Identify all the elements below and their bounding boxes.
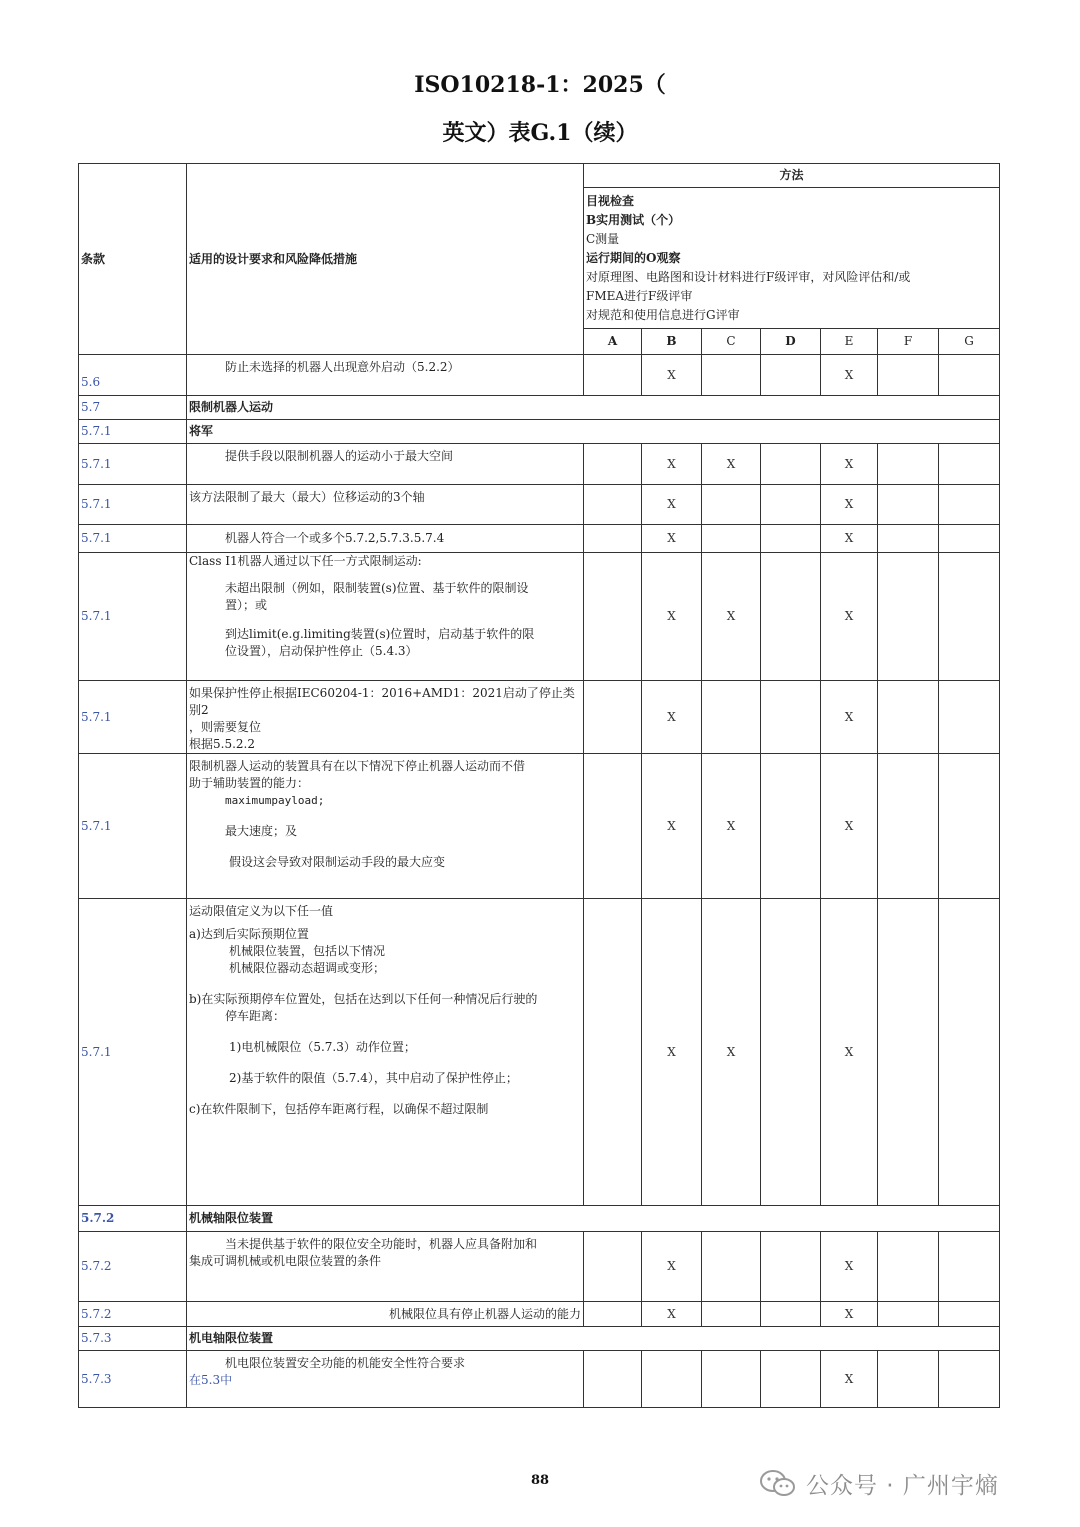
table-row	[79, 553, 1000, 681]
mark-cell	[939, 1351, 1000, 1408]
row-requirement: 提供手段以限制机器人的运动小于最大空间	[187, 444, 584, 485]
mark-cell	[584, 1232, 642, 1302]
mark-cell	[702, 1302, 761, 1327]
mark-cell: X	[821, 485, 878, 525]
row-clause: 5.7.2	[79, 1232, 187, 1302]
mark-cell	[584, 681, 642, 754]
mark-cell: X	[821, 553, 878, 681]
mark-cell: X	[642, 355, 702, 396]
mark-cell	[939, 525, 1000, 553]
mark-cell	[939, 1302, 1000, 1327]
row-clause: 5.7.1	[79, 899, 187, 1206]
row-clause: 5.7.1	[79, 420, 187, 444]
watermark	[758, 1465, 999, 1501]
header-clause: 条款	[79, 164, 187, 355]
document-title-line-2: 英文）表G.1（续）	[442, 120, 638, 146]
mark-cell: X	[702, 754, 761, 899]
mark-cell	[939, 485, 1000, 525]
method-b-label: B实用测试（个）	[586, 213, 681, 227]
row-clause: 5.7.3	[79, 1327, 187, 1351]
row-clause: 5.7.1	[79, 681, 187, 754]
table-row	[79, 754, 1000, 899]
row-requirement: 限制机器人运动的装置具有在以下情况下停止机器人运动而不借 助于辅助装置的能力： maximumpayload; 最大速度；及 假设这会导致对限制运动手段的最大应变	[187, 754, 584, 899]
table-row	[79, 899, 1000, 1206]
method-f-label-2: FMEA进行F级评审	[586, 289, 693, 303]
mark-cell	[584, 553, 642, 681]
wechat-icon	[758, 1468, 798, 1498]
table-row	[79, 1327, 1000, 1351]
table-row	[79, 1351, 1000, 1408]
row-requirement: 机械限位具有停止机器人运动的能力	[187, 1302, 584, 1327]
mark-cell	[702, 355, 761, 396]
table-row	[79, 396, 1000, 420]
mark-cell: X	[821, 525, 878, 553]
mark-cell: X	[642, 485, 702, 525]
header-requirement: 适用的设计要求和风险降低措施	[187, 164, 584, 355]
validation-table	[78, 163, 1000, 1408]
row-clause: 5.7.3	[79, 1351, 187, 1408]
mark-cell: X	[821, 355, 878, 396]
row-clause: 5.7.1	[79, 754, 187, 899]
letter-d: D	[761, 329, 821, 355]
watermark-text: 公众号 · 广州宇熵	[806, 1472, 999, 1499]
letter-g: G	[939, 329, 1000, 355]
mark-cell	[939, 1232, 1000, 1302]
method-c-label: C测量	[586, 232, 620, 246]
mark-cell	[761, 485, 821, 525]
section-heading: 机电轴限位装置	[187, 1327, 1000, 1351]
table-row	[79, 1232, 1000, 1302]
row-requirement: 当未提供基于软件的限位安全功能时，机器人应具备附加和 集成可调机械或机电限位装置的条件	[187, 1232, 584, 1302]
mark-cell: X	[642, 681, 702, 754]
mark-cell	[702, 681, 761, 754]
mark-cell: X	[642, 754, 702, 899]
mark-cell	[761, 681, 821, 754]
mark-cell	[939, 553, 1000, 681]
mark-cell	[761, 355, 821, 396]
mark-cell	[584, 485, 642, 525]
row-clause: 5.7.1	[79, 485, 187, 525]
table-row	[79, 444, 1000, 485]
mark-cell	[878, 1351, 939, 1408]
mark-cell: X	[642, 1302, 702, 1327]
mark-cell	[584, 444, 642, 485]
page-number: 88	[530, 1473, 550, 1488]
mark-cell	[584, 525, 642, 553]
mark-cell	[878, 355, 939, 396]
row-clause: 5.7.1	[79, 525, 187, 553]
mark-cell	[878, 1302, 939, 1327]
row-clause: 5.6	[79, 355, 187, 396]
mark-cell	[584, 899, 642, 1206]
mark-cell	[761, 1232, 821, 1302]
mark-cell	[939, 754, 1000, 899]
row-requirement: 防止未选择的机器人出现意外启动（5.2.2）	[187, 355, 584, 396]
method-a-label: 目视检查	[586, 194, 635, 208]
mark-cell	[878, 1232, 939, 1302]
row-clause: 5.7.1	[79, 553, 187, 681]
mark-cell	[584, 355, 642, 396]
mark-cell	[878, 754, 939, 899]
row-clause: 5.7.2	[79, 1206, 187, 1232]
mark-cell	[878, 525, 939, 553]
mark-cell	[761, 444, 821, 485]
letter-f: F	[878, 329, 939, 355]
mark-cell: X	[642, 525, 702, 553]
section-heading: 机械轴限位装置	[187, 1206, 1000, 1232]
mark-cell	[761, 754, 821, 899]
mark-cell: X	[821, 444, 878, 485]
mark-cell	[584, 1351, 642, 1408]
mark-cell	[939, 681, 1000, 754]
row-requirement: 该方法限制了最大（最大）位移运动的3个轴	[187, 485, 584, 525]
mark-cell: X	[702, 553, 761, 681]
table-row	[79, 355, 1000, 396]
mark-cell: X	[821, 1351, 878, 1408]
table-row	[79, 1302, 1000, 1327]
mark-cell	[584, 1302, 642, 1327]
row-requirement: Class I1机器人通过以下任一方式限制运动: 未超出限制（例如，限制装置(s)位置、基于软件的限制设 置）；或 到达limit(e.g.limiting装置(s)位置时，启动基于软件的限 位设置），启动保护性停止（5.4.3）	[187, 553, 584, 681]
method-g-label: 对规范和使用信息进行G评审	[586, 308, 740, 322]
table-row	[79, 681, 1000, 754]
section-heading: 限制机器人运动	[187, 396, 1000, 420]
section-heading: 将军	[187, 420, 1000, 444]
mark-cell	[702, 525, 761, 553]
mark-cell	[761, 1302, 821, 1327]
mark-cell	[878, 485, 939, 525]
letter-e: E	[821, 329, 878, 355]
methods-legend	[584, 188, 1000, 329]
mark-cell: X	[702, 444, 761, 485]
letter-b: B	[642, 329, 702, 355]
mark-cell	[878, 681, 939, 754]
mark-cell	[702, 485, 761, 525]
mark-cell: X	[821, 681, 878, 754]
mark-cell	[584, 754, 642, 899]
row-requirement: 如果保护性停止根据IEC60204-1：2016+AMD1：2021启动了停止类别2 ，则需要复位 根据5.5.2.2	[187, 681, 584, 754]
mark-cell: X	[702, 899, 761, 1206]
mark-cell	[761, 525, 821, 553]
mark-cell: X	[642, 1232, 702, 1302]
table-row	[79, 525, 1000, 553]
letter-a: A	[584, 329, 642, 355]
row-clause: 5.7.2	[79, 1302, 187, 1327]
mark-cell	[761, 899, 821, 1206]
mark-cell	[939, 444, 1000, 485]
mark-cell: X	[642, 444, 702, 485]
mark-cell: X	[821, 899, 878, 1206]
mark-cell	[939, 899, 1000, 1206]
table-row	[79, 1206, 1000, 1232]
table-row	[79, 420, 1000, 444]
mark-cell	[702, 1232, 761, 1302]
table-row	[79, 485, 1000, 525]
mark-cell	[761, 1351, 821, 1408]
document-title-line-1: ISO10218-1：2025（	[414, 72, 666, 98]
mark-cell: X	[821, 754, 878, 899]
mark-cell	[939, 355, 1000, 396]
mark-cell: X	[642, 553, 702, 681]
header-method: 方法	[584, 164, 1000, 188]
mark-cell	[878, 899, 939, 1206]
row-requirement: 机电限位装置安全功能的机能安全性符合要求 在5.3中	[187, 1351, 584, 1408]
method-f-label-1: 对原理图、电路图和设计材料进行F级评审，对风险评估和/或	[586, 270, 911, 284]
mark-cell	[761, 553, 821, 681]
mark-cell	[878, 444, 939, 485]
row-requirement: 运动限值定义为以下任一值 a)达到后实际预期位置 机械限位装置，包括以下情况 机械限位器动态超调或变形； b)在实际预期停车位置处，包括在达到以下任何一种情况后行驶的 停车距离： 1)电机械限位（5.7.3）动作位置； 2)基于软件的限值（5.7.4），其中启动了保护性停止； c)在软件限制下，包括停车距离行程，以确保不超过限制	[187, 899, 584, 1206]
letter-c: C	[702, 329, 761, 355]
row-requirement: 机器人符合一个或多个5.7.2,5.7.3.5.7.4	[187, 525, 584, 553]
mark-cell	[702, 1351, 761, 1408]
row-clause: 5.7	[79, 396, 187, 420]
mark-cell	[878, 553, 939, 681]
row-clause: 5.7.1	[79, 444, 187, 485]
method-d-label: 运行期间的O观察	[586, 251, 681, 265]
mark-cell: X	[642, 899, 702, 1206]
mark-cell: X	[821, 1302, 878, 1327]
mark-cell: X	[821, 1232, 878, 1302]
mark-cell	[642, 1351, 702, 1408]
